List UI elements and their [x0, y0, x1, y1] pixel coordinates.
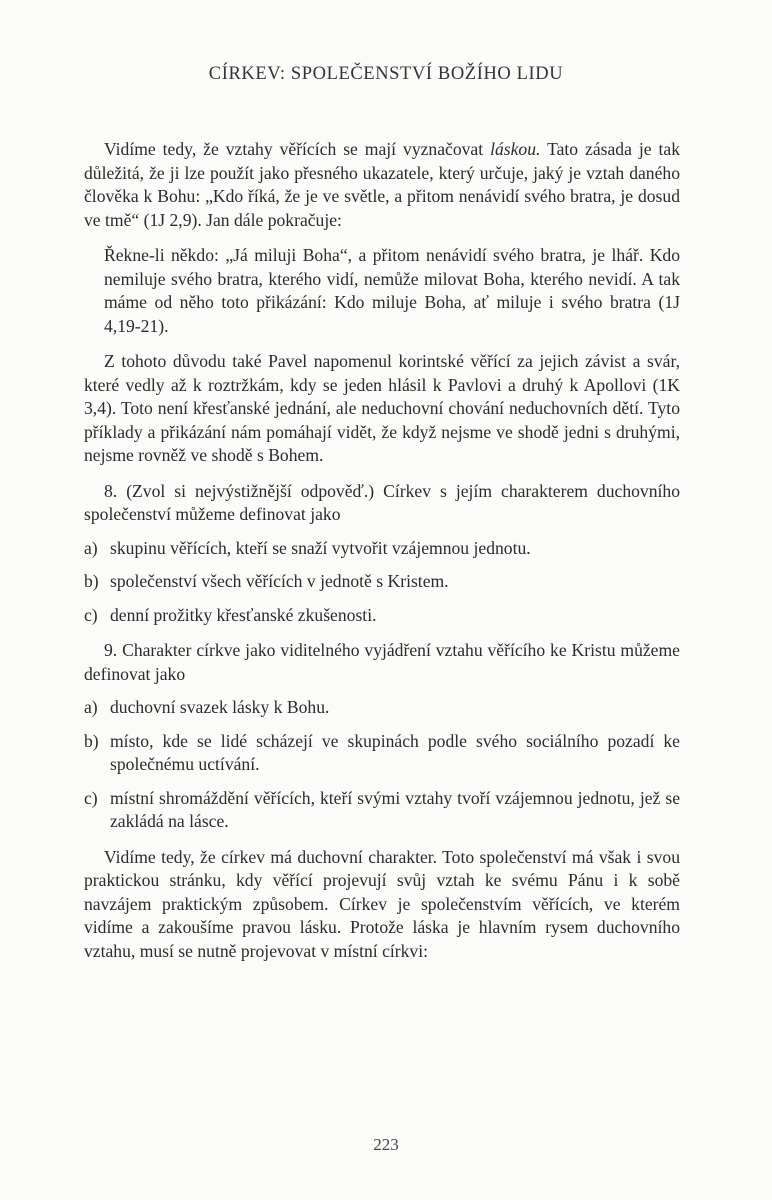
question-8 [84, 480, 680, 527]
option-text: skupinu věřících, kteří se snaží vytvořit vzájemnou jednotu. [110, 537, 531, 558]
text-run: Vidíme tedy, že vztahy věřících se mají vyznačovat [104, 139, 491, 159]
scripture-quote: Řekne-li někdo: „Já miluji Boha“, a přitom nenávidí svého bratra, je lhář. Kdo nemiluje svého bratra, kterého vidí, nemůže milovat Boha, kterého nevidí. A tak máme od něho toto přikázání: Kdo miluje Boha, ať miluje i svého bratra (1J 4,19-21). [104, 245, 680, 336]
question-8-option-a [84, 537, 680, 561]
page-body [84, 138, 680, 963]
option-label: a) [84, 537, 98, 558]
option-label: c) [84, 604, 98, 625]
question-number: 8. [104, 480, 118, 501]
option-text: denní prožitky křesťanské zkušenosti. [110, 604, 377, 625]
paragraph-pavel: Z tohoto důvodu také Pavel napomenul korintské věřící za jejich závist a svár, které vedly až k roztržkám, kdy se jeden hlásil k Pavlovi a druhý k Apollovi (1K 3,4). Toto není křesťanské jednání, ale neduchovní chování neduchovních dětí. Tyto příklady a přikázání nám pomáhají vidět, že když nejsme ve shodě jedni s druhými, nejsme rovněž ve shodě s Bohem. [84, 351, 680, 465]
option-text: duchovní svazek lásky k Bohu. [110, 697, 330, 717]
paragraph-church-character: Vidíme tedy, že církev má duchovní charakter. Toto společenství má však i svou praktickou stránku, kdy věřící projevují svůj vztah ke svému Pánu i k sobě navzájem praktickým způsobem. Církev je společenstvím věřících, ve kterém vidíme a zakoušíme pravou lásku. Protože láska je hlavním rysem duchovního vztahu, musí se nutně projevovat v místní církvi: [84, 846, 680, 961]
running-title: CÍRKEV: SPOLEČENSTVÍ BOŽÍHO LIDU [208, 64, 564, 84]
question-9-option-b [84, 730, 680, 777]
question-text: (Zvol si nejvýstižnější odpověď.) Církev s jejím charakterem duchovního společenství můžeme definovat jako [84, 480, 680, 524]
question-9-option-c [84, 787, 680, 834]
option-label: a) [84, 697, 98, 717]
question-8-option-b [84, 570, 680, 594]
question-8-option-c [84, 604, 680, 628]
option-text: místo, kde se lidé scházejí ve skupinách podle svého sociálního pozadí ke společnému uctívání. [110, 730, 680, 774]
option-text: společenství všech věřících v jednotě s Kristem. [110, 571, 449, 591]
option-label: b) [84, 571, 99, 591]
text-run: Tato zásada je tak důležitá, že ji lze použít jako přesného ukazatele, který určuje, jaký je vztah daného člověka k Bohu: „Kdo říká, že je ve světle, a přitom nenávidí svého bratra, je dosud ve tmě“ (1J 2,9). Jan dále pokračuje: [84, 139, 681, 230]
option-label: c) [84, 787, 98, 808]
page-number: 223 [373, 1135, 399, 1154]
option-text: místní shromáždění věřících, kteří svými vztahy tvoří vzájemnou jednotu, jež se zakládá na lásce. [110, 787, 680, 831]
option-label: b) [84, 730, 99, 751]
question-number: 9. [104, 640, 118, 660]
question-text: Charakter církve jako viditelného vyjádření vztahu věřícího ke Kristu můžeme definovat jako [84, 640, 680, 684]
emphasis-text: láskou. [490, 139, 541, 159]
question-9-option-a [84, 696, 680, 720]
question-9 [84, 639, 680, 686]
paragraph-love-as-indicator [84, 138, 680, 232]
